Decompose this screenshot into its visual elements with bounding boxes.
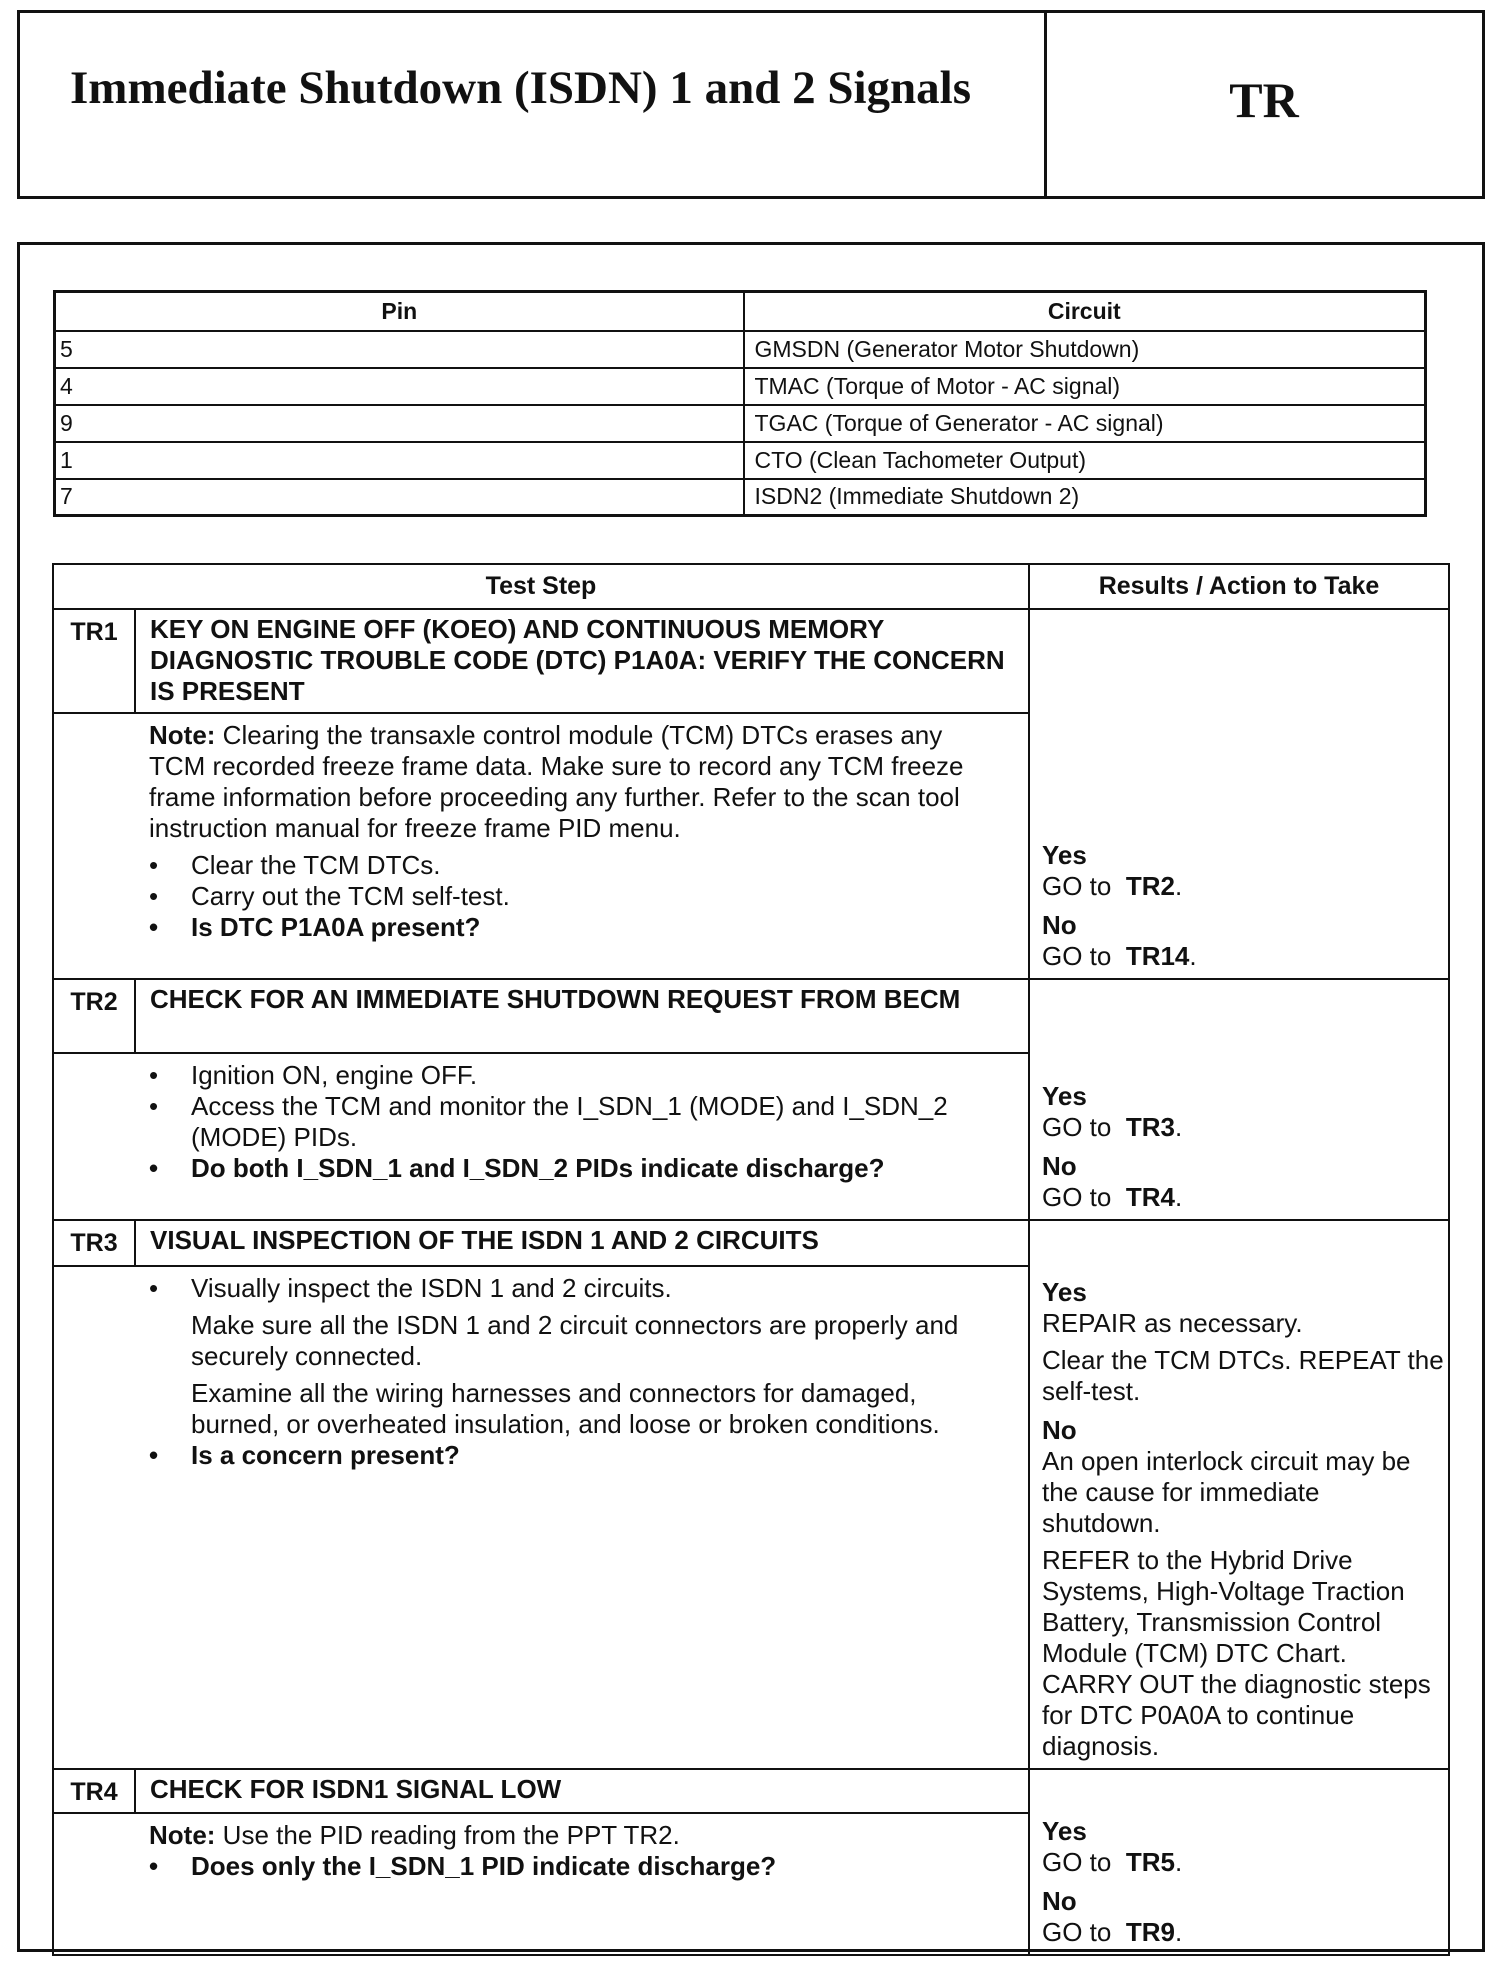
step-question: • Is a concern present? bbox=[149, 1440, 460, 1471]
step-result bbox=[1029, 609, 1449, 979]
list-item: • Access the TCM and monitor the I_SDN_1 (MODE) and I_SDN_2 (MODE) PIDs. bbox=[149, 1091, 948, 1152]
list-item: • Clear the TCM DTCs. bbox=[149, 850, 441, 880]
step-instruction: Make sure all the ISDN 1 and 2 circuit connectors are properly and securely connected. bbox=[191, 1310, 959, 1372]
no-label: No bbox=[1042, 1415, 1077, 1445]
step-question: • Is DTC P1A0A present? bbox=[149, 912, 481, 942]
no-action: GO to TR14. bbox=[1042, 941, 1197, 971]
no-label: No bbox=[1042, 910, 1077, 940]
pin-cell: 7 bbox=[55, 479, 744, 516]
table-row bbox=[55, 405, 1426, 442]
table-row bbox=[55, 479, 1426, 516]
no-action-detail: REFER to the Hybrid Drive Systems, High-Voltage Traction Battery, Transmission Control Module (TCM) DTC Chart. CARRY OUT the diagnostic steps for DTC P0A0A to continue diagnosis. bbox=[1042, 1545, 1431, 1761]
pin-cell: 4 bbox=[55, 368, 744, 405]
pin-cell: 9 bbox=[55, 405, 744, 442]
yes-action-detail: Clear the TCM DTCs. REPEAT the self-test. bbox=[1042, 1345, 1444, 1406]
no-action: GO to TR4. bbox=[1042, 1182, 1183, 1212]
step-id: TR2 bbox=[53, 979, 135, 1053]
table-header-row bbox=[53, 564, 1449, 609]
step-id: TR1 bbox=[53, 609, 135, 713]
page-title: Immediate Shutdown (ISDN) 1 and 2 Signals bbox=[70, 62, 972, 114]
list-item: • Carry out the TCM self-test. bbox=[149, 881, 510, 911]
step-body bbox=[135, 1813, 1029, 1955]
circuit-cell: TGAC (Torque of Generator - AC signal) bbox=[744, 405, 1426, 442]
step-body bbox=[135, 713, 1029, 979]
circuit-cell: GMSDN (Generator Motor Shutdown) bbox=[744, 331, 1426, 368]
step-body bbox=[135, 1053, 1029, 1220]
test-step-table bbox=[52, 563, 1450, 1956]
table-row bbox=[55, 368, 1426, 405]
yes-label: Yes bbox=[1042, 840, 1087, 870]
list-item: • Visually inspect the ISDN 1 and 2 circuits. bbox=[149, 1273, 672, 1304]
step-title-row bbox=[53, 1769, 1449, 1813]
yes-label: Yes bbox=[1042, 1816, 1087, 1846]
step-instruction: Examine all the wiring harnesses and connectors for damaged, burned, or overheated insulation, and loose or broken conditions. bbox=[191, 1378, 940, 1440]
step-title: CHECK FOR AN IMMEDIATE SHUTDOWN REQUEST FROM BECM bbox=[135, 979, 1029, 1053]
no-action: GO to TR9. bbox=[1042, 1917, 1183, 1947]
circuit-cell: ISDN2 (Immediate Shutdown 2) bbox=[744, 479, 1426, 516]
list-item: • Ignition ON, engine OFF. bbox=[149, 1060, 478, 1090]
pin-cell: 1 bbox=[55, 442, 744, 479]
circuit-cell: CTO (Clean Tachometer Output) bbox=[744, 442, 1426, 479]
table-row bbox=[55, 331, 1426, 368]
step-result bbox=[1029, 979, 1449, 1220]
step-result bbox=[1029, 1769, 1449, 1955]
yes-action: GO to TR2. bbox=[1042, 871, 1183, 901]
yes-action: REPAIR as necessary. bbox=[1042, 1308, 1303, 1338]
step-title: VISUAL INSPECTION OF THE ISDN 1 AND 2 CIRCUITS bbox=[135, 1220, 1029, 1266]
no-label: No bbox=[1042, 1886, 1077, 1916]
yes-label: Yes bbox=[1042, 1081, 1087, 1111]
no-label: No bbox=[1042, 1151, 1077, 1181]
no-action: An open interlock circuit may be the cause for immediate shutdown. bbox=[1042, 1446, 1411, 1538]
yes-action: GO to TR3. bbox=[1042, 1112, 1183, 1142]
circuit-cell: TMAC (Torque of Motor - AC signal) bbox=[744, 368, 1426, 405]
page-header bbox=[17, 10, 1485, 199]
step-note: Note: Clearing the transaxle control module (TCM) DTCs erases any TCM recorded freeze frame data. Make sure to record any TCM freeze frame information before proceeding any further. Refer to the scan tool instruction manual for freeze frame PID menu. bbox=[149, 720, 964, 843]
step-title-row bbox=[53, 1220, 1449, 1266]
step-body bbox=[135, 1266, 1029, 1769]
step-question: • Do both I_SDN_1 and I_SDN_2 PIDs indicate discharge? bbox=[149, 1153, 885, 1183]
step-question: • Does only the I_SDN_1 PID indicate discharge? bbox=[149, 1851, 777, 1881]
yes-label: Yes bbox=[1042, 1277, 1087, 1307]
step-title-row bbox=[53, 979, 1449, 1053]
pin-header: Pin bbox=[55, 292, 744, 331]
step-title: KEY ON ENGINE OFF (KOEO) AND CONTINUOUS MEMORY DIAGNOSTIC TROUBLE CODE (DTC) P1A0A: VERIFY THE CONCERN IS PRESENT bbox=[135, 609, 1029, 713]
pin-circuit-table bbox=[53, 290, 1427, 517]
results-header: Results / Action to Take bbox=[1029, 564, 1449, 609]
step-title: CHECK FOR ISDN1 SIGNAL LOW bbox=[135, 1769, 1029, 1813]
step-id: TR3 bbox=[53, 1220, 135, 1266]
table-row bbox=[55, 442, 1426, 479]
step-result bbox=[1029, 1220, 1449, 1769]
pin-cell: 5 bbox=[55, 331, 744, 368]
step-title-row bbox=[53, 609, 1449, 713]
step-note: Note: Use the PID reading from the PPT TR2. bbox=[149, 1820, 680, 1850]
yes-action: GO to TR5. bbox=[1042, 1847, 1183, 1877]
table-header-row bbox=[55, 292, 1426, 331]
step-id: TR4 bbox=[53, 1769, 135, 1813]
circuit-header: Circuit bbox=[744, 292, 1426, 331]
section-code: TR bbox=[1229, 71, 1299, 128]
test-step-header: Test Step bbox=[53, 564, 1029, 609]
